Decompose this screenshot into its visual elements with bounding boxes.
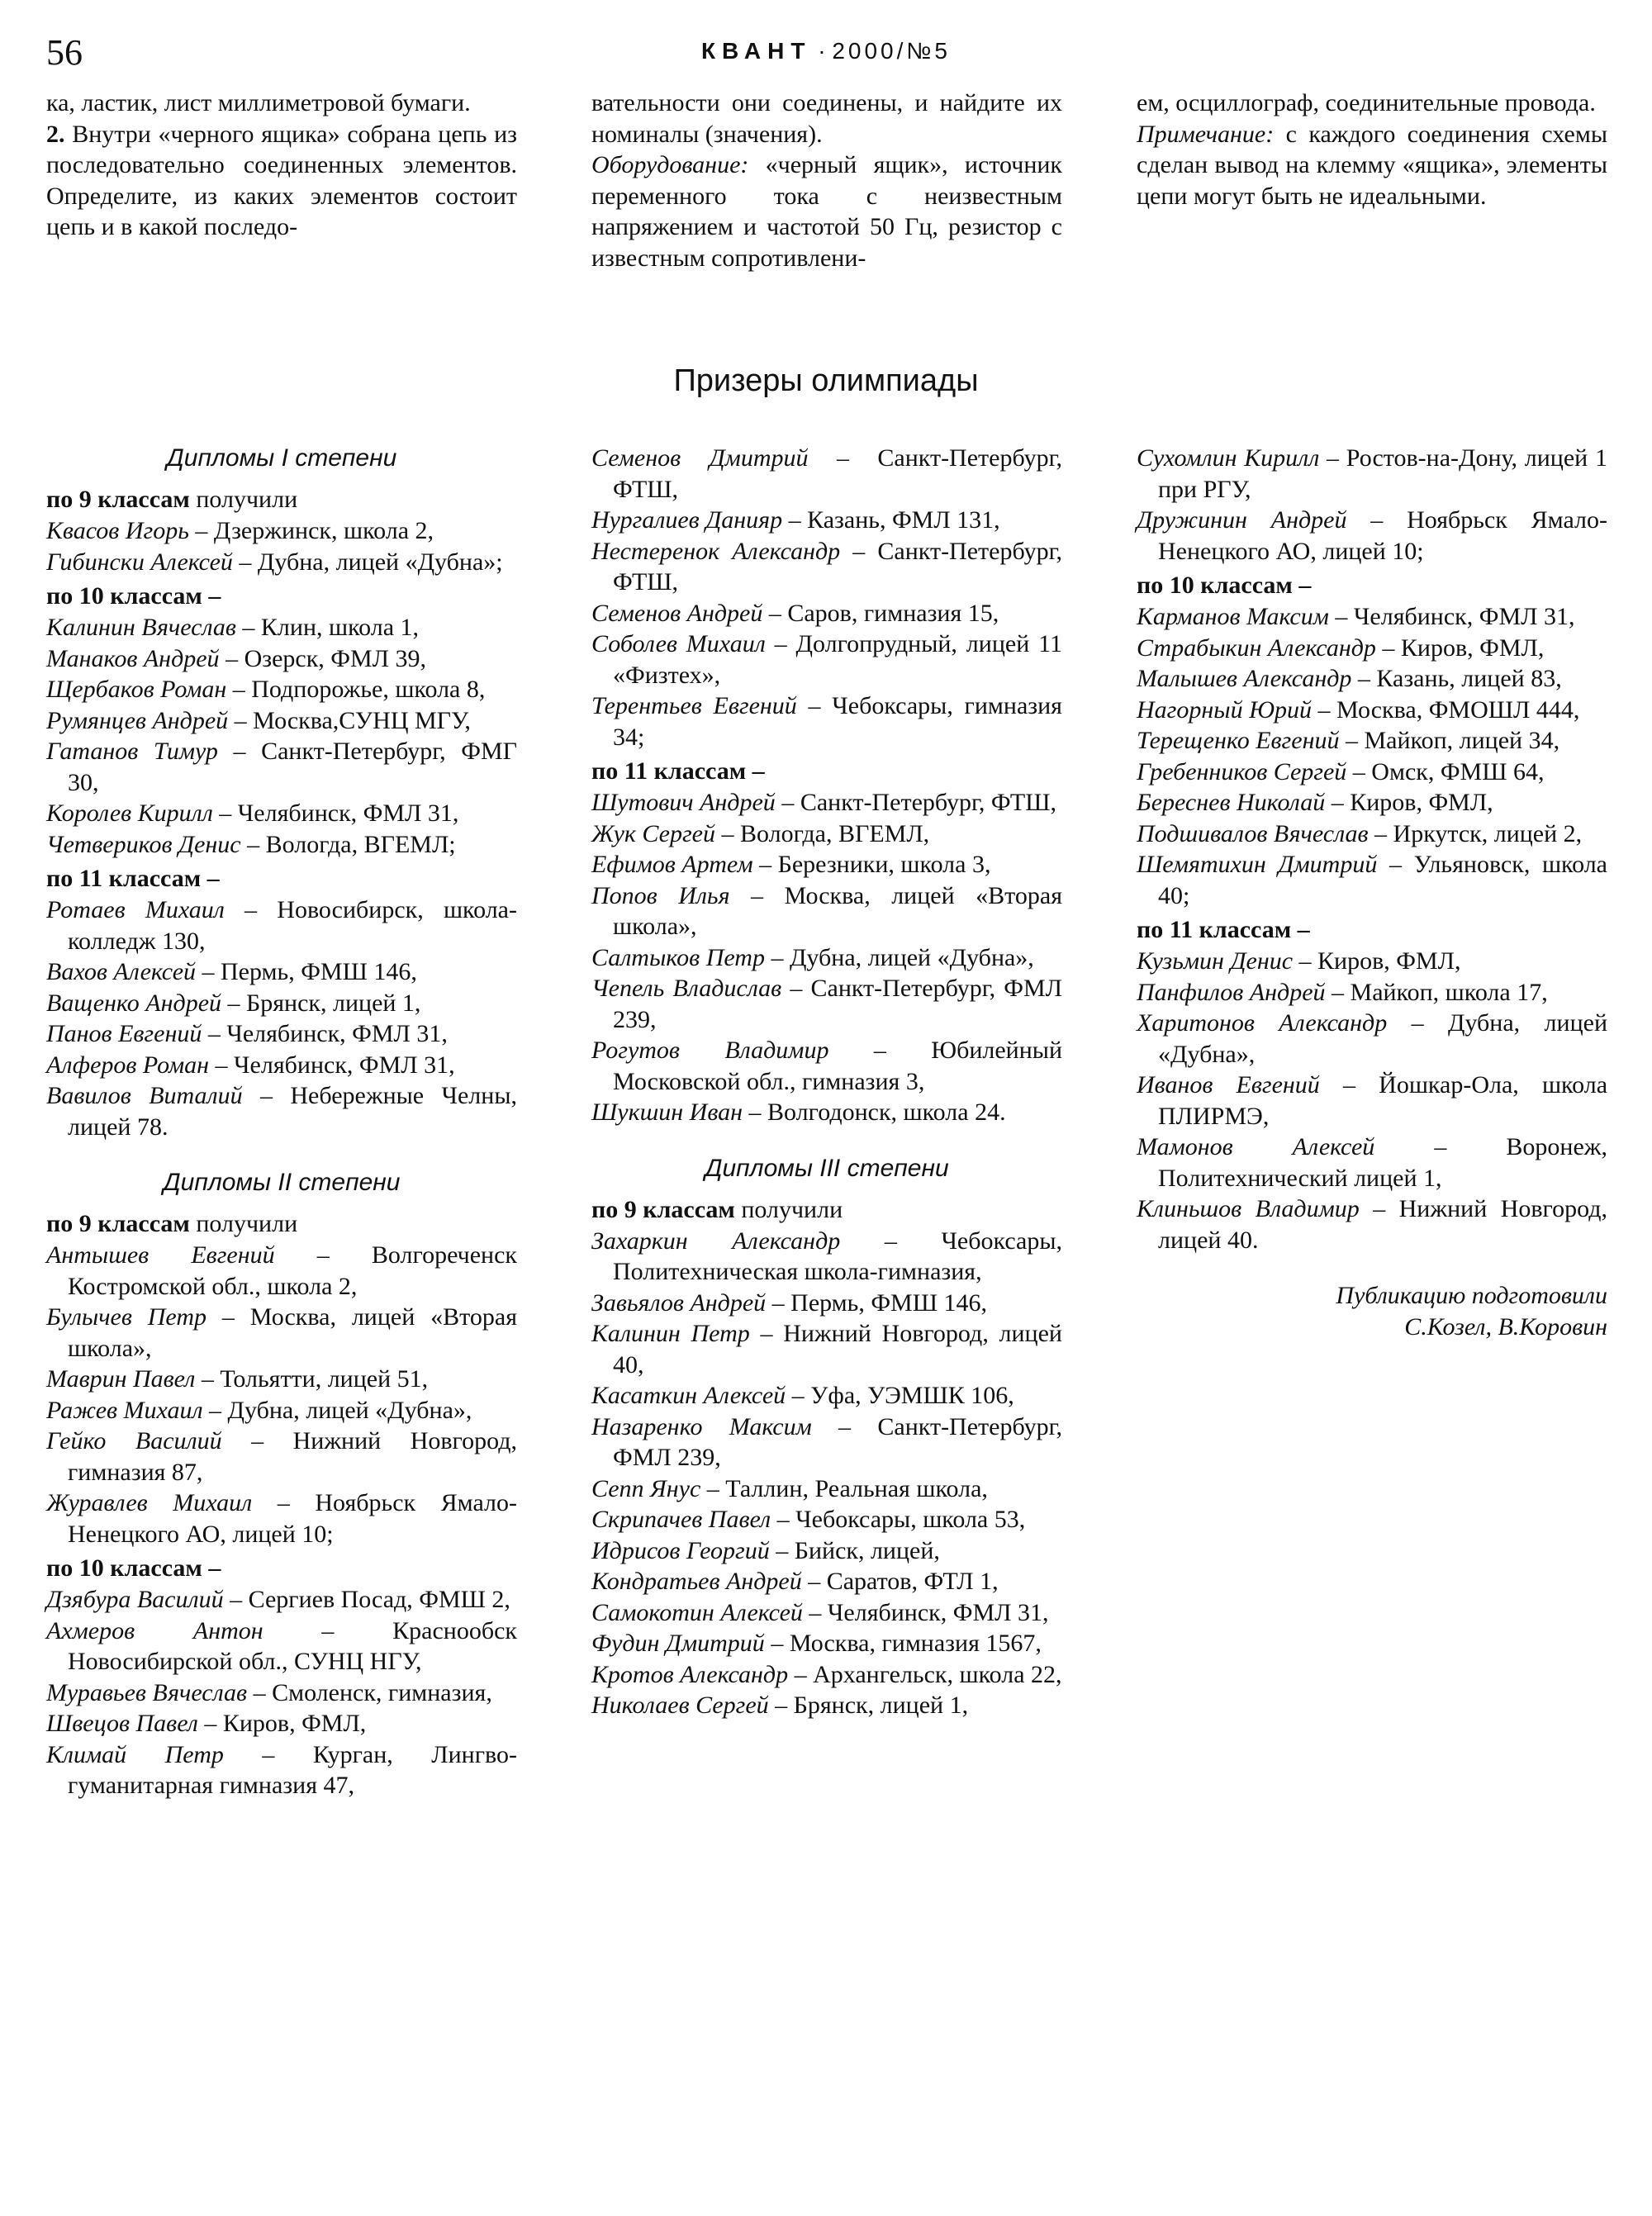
grade-label: по 11 классам – xyxy=(1137,916,1310,943)
winner-entry xyxy=(46,1080,517,1142)
winner-name: Жук Сергей xyxy=(591,819,715,847)
winner-details: – Чебоксары, гимназия 34; xyxy=(613,692,1062,751)
winner-name: Ващенко Андрей xyxy=(46,989,222,1017)
winner-name: Королев Кирилл xyxy=(46,800,213,827)
winner-entry xyxy=(591,443,1062,505)
journal-title xyxy=(46,38,1606,64)
winner-details: – Юбилейный Московской обл., гимназия 3, xyxy=(613,1037,1063,1095)
winner-entry xyxy=(591,505,1062,536)
winner-entry xyxy=(591,690,1062,752)
winner-name: Ражев Михаил xyxy=(46,1396,203,1424)
winner-name: Нургалиев Данияр xyxy=(591,506,783,534)
winner-name: Семенов Дмитрий xyxy=(591,444,809,472)
winner-entry xyxy=(46,894,517,956)
winner-details: – Киров, ФМЛ, xyxy=(197,1710,367,1737)
winner-entry xyxy=(591,598,1062,629)
note-label: Примечание: xyxy=(1137,120,1275,148)
winner-entry xyxy=(46,1616,517,1677)
winner-details: – Киров, ФМЛ, xyxy=(1293,947,1461,975)
task-paragraph: ем, осциллограф, соединительные провода. xyxy=(1137,89,1596,116)
task-column-2 xyxy=(591,88,1062,273)
winner-name: Семенов Андрей xyxy=(591,599,763,627)
winner-entry xyxy=(591,1597,1062,1629)
winner-name: Терентьев Евгений xyxy=(591,692,797,719)
winner-details: – Казань, лицей 83, xyxy=(1351,665,1562,692)
winner-name: Квасов Игорь xyxy=(46,517,189,544)
grade-label: по 10 классам – xyxy=(1137,572,1312,599)
diploma-heading: Дипломы III степени xyxy=(705,1154,949,1182)
winner-name: Касаткин Алексей xyxy=(591,1382,786,1409)
winner-entry xyxy=(591,629,1062,690)
winner-name: Вахов Алексей xyxy=(46,958,197,985)
winner-entry xyxy=(46,1364,517,1395)
grade-label: по 10 классам – xyxy=(46,582,221,610)
winner-details: – Челябинск, ФМЛ 31, xyxy=(209,1051,455,1079)
winner-entry xyxy=(46,1050,517,1081)
winner-details: – Санкт-Петербург, ФТШ, xyxy=(613,537,1063,596)
entry-list xyxy=(46,612,517,860)
winner-entry xyxy=(46,674,517,705)
winner-details: – Саратов, ФТЛ 1, xyxy=(801,1568,999,1595)
winner-name: Карманов Максим xyxy=(1137,603,1329,630)
section-title: Призеры олимпиады xyxy=(673,363,979,398)
entry-list xyxy=(46,515,517,577)
winner-details: – Нижний Новгород, лицей 40, xyxy=(613,1320,1062,1378)
winner-entry xyxy=(46,643,517,675)
winner-details: – Сергиев Посад, ФМШ 2, xyxy=(223,1586,510,1613)
winner-name: Нагорный Юрий xyxy=(1137,695,1313,724)
winner-name: Четвериков Денис xyxy=(46,830,241,858)
winner-name: Маврин Павел xyxy=(46,1365,196,1393)
journal-name: КВАНТ xyxy=(700,38,812,64)
winner-details: – Волгореченск Костромской обл., школа 2, xyxy=(68,1241,517,1300)
winner-details: – Ноябрьск Ямало-Ненецкого АО, лицей 10; xyxy=(1158,506,1607,565)
winner-name: Подшивалов Вячеслав xyxy=(1137,819,1369,847)
winner-entry xyxy=(46,1426,517,1488)
winner-details: – Дубна, лицей «Дубна», xyxy=(202,1396,472,1424)
winner-name: Малышев Александр xyxy=(1137,665,1352,692)
winner-name: Панфилов Андрей xyxy=(1137,978,1326,1006)
winner-entry xyxy=(591,1473,1062,1505)
winner-entry xyxy=(46,1302,517,1364)
winner-name: Завьялов Андрей xyxy=(591,1288,767,1317)
winner-entry xyxy=(46,798,517,829)
winner-name: Гибински Алексей xyxy=(46,548,233,576)
winner-details: – Краснообск Новосибирской обл., СУНЦ НГУ, xyxy=(68,1616,517,1675)
winner-name: Калинин Вячеслав xyxy=(46,614,236,641)
winner-name: Нестеренок Александр xyxy=(591,537,841,565)
running-head xyxy=(46,31,1606,81)
winner-entry xyxy=(591,819,1062,850)
winner-name: Климай Петр xyxy=(46,1740,224,1768)
winner-entry xyxy=(46,1240,517,1302)
credits-authors: С.Козел, В.Коровин xyxy=(1404,1312,1607,1341)
winner-entry xyxy=(591,787,1062,819)
winner-details: – Брянск, лицей 1, xyxy=(221,989,421,1017)
winner-name: Швецов Павел xyxy=(46,1710,198,1737)
winner-details: – Клин, школа 1, xyxy=(235,614,420,641)
winner-details: – Брянск, лицей 1, xyxy=(768,1692,969,1719)
winner-details: – Челябинск, ФМЛ 31, xyxy=(802,1598,1049,1626)
winner-entry xyxy=(591,1380,1062,1412)
winner-name: Ефимов Артем xyxy=(591,851,753,878)
winner-entry xyxy=(591,973,1062,1035)
winner-name: Чепель Владислав xyxy=(591,975,782,1002)
winner-details: – Майкоп, школа 17, xyxy=(1325,978,1548,1006)
grade-label: по 10 классам – xyxy=(46,1554,221,1582)
winner-entry xyxy=(46,956,517,988)
credits xyxy=(1137,1280,1607,1342)
winner-details: – Москва, гимназия 1567, xyxy=(764,1630,1042,1657)
winner-details: – Москва, лицей «Вторая школа», xyxy=(613,881,1062,940)
winner-details: – Чебоксары, Политехническая школа-гимназия, xyxy=(613,1227,1062,1285)
winner-details: – Челябинск, ФМЛ 31, xyxy=(202,1020,448,1047)
winner-details: – Майкоп, лицей 34, xyxy=(1339,727,1560,754)
entry-list xyxy=(591,443,1062,752)
winner-entry xyxy=(46,515,517,547)
winner-details: – Озерск, ФМЛ 39, xyxy=(219,644,427,672)
winner-name: Идрисов Георгий xyxy=(591,1536,770,1564)
winner-name: Гейко Василий xyxy=(46,1427,222,1454)
winner-entry xyxy=(1137,946,1607,977)
winner-entry xyxy=(1137,1193,1607,1255)
winner-entry xyxy=(1137,1070,1607,1132)
entry-list xyxy=(1137,946,1607,1255)
winner-entry xyxy=(46,1395,517,1426)
winner-entry xyxy=(1137,977,1607,1008)
task-paragraph xyxy=(46,119,517,243)
winner-name: Шемятихин Дмитрий xyxy=(1137,851,1378,878)
grade-label: по 11 классам – xyxy=(591,757,765,785)
winner-details: – Саров, гимназия 15, xyxy=(762,599,999,627)
winner-entry xyxy=(591,942,1062,974)
winner-entry xyxy=(46,1018,517,1050)
winner-name: Попов Илья xyxy=(591,881,730,909)
winner-details: – Ульяновск, школа 40; xyxy=(1158,851,1607,909)
winner-entry xyxy=(591,849,1062,880)
winner-name: Шутович Андрей xyxy=(591,789,776,816)
winner-entry xyxy=(46,1488,517,1549)
winner-details: – Челябинск, ФМЛ 31, xyxy=(212,800,459,827)
winner-entry xyxy=(591,880,1062,942)
winner-entry xyxy=(1137,695,1607,726)
winner-details: – Ноябрьск Ямало-Ненецкого АО, лицей 10; xyxy=(68,1489,517,1548)
task-column-3 xyxy=(1137,88,1607,273)
entry-list xyxy=(46,1584,517,1801)
winner-details: – Бийск, лицей, xyxy=(769,1536,940,1564)
winner-details: – Волгодонск, школа 24. xyxy=(743,1099,1006,1126)
credits-line: Публикацию подготовили xyxy=(1336,1282,1607,1309)
journal-separator: · xyxy=(818,38,826,64)
winner-details: – Небережные Челны, лицей 78. xyxy=(68,1082,517,1141)
winner-name: Харитонов Александр xyxy=(1137,1009,1388,1037)
winner-name: Гребенников Сергей xyxy=(1137,757,1347,785)
winner-name: Ротаев Михаил xyxy=(46,896,225,923)
winner-details: – Тольятти, лицей 51, xyxy=(195,1365,429,1393)
winner-entry xyxy=(46,1584,517,1616)
winners-column-3 xyxy=(1137,443,1607,1801)
winner-name: Захаркин Александр xyxy=(591,1227,841,1255)
winner-entry xyxy=(591,1504,1062,1535)
winner-name: Мамонов Алексей xyxy=(1137,1133,1375,1160)
winner-entry xyxy=(591,1226,1062,1288)
winner-name: Гатанов Тимур xyxy=(46,738,218,765)
winner-name: Калинин Петр xyxy=(591,1320,750,1347)
winner-entry xyxy=(1137,601,1607,633)
winner-name: Манаков Андрей xyxy=(46,644,220,672)
diploma-heading: Дипломы I степени xyxy=(166,444,397,472)
winner-details: – Омск, ФМШ 64, xyxy=(1346,757,1545,785)
winner-entry xyxy=(46,1708,517,1739)
task-column-1 xyxy=(46,88,517,273)
winner-entry xyxy=(46,547,517,578)
journal-issue: 2000/№5 xyxy=(832,38,952,64)
winner-details: – Санкт-Петербург, ФМЛ 239, xyxy=(613,1412,1063,1471)
winner-details: – Москва, лицей «Вторая школа», xyxy=(68,1303,517,1362)
winner-name: Терещенко Евгений xyxy=(1137,727,1340,754)
winner-entry xyxy=(46,705,517,737)
entry-list xyxy=(46,1240,517,1549)
winner-entry xyxy=(1137,725,1607,757)
winner-name: Булычев Петр xyxy=(46,1303,207,1331)
winner-entry xyxy=(1137,443,1607,505)
winner-entry xyxy=(46,1739,517,1801)
entry-list xyxy=(591,787,1062,1128)
winners-list xyxy=(46,443,1607,1801)
winners-column-1 xyxy=(46,443,517,1801)
winner-entry xyxy=(591,1288,1062,1319)
task-paragraph xyxy=(1137,119,1607,212)
winner-details: – Курган, Лингво-гуманитарная гимназия 47, xyxy=(68,1740,517,1799)
winner-details: – Москва, ФМОШЛ 444, xyxy=(1312,695,1580,724)
winner-name: Клиньшов Владимир xyxy=(1137,1195,1360,1222)
winner-details: – Москва,СУНЦ МГУ, xyxy=(228,706,471,734)
winner-details: – Санкт-Петербург, ФМЛ 239, xyxy=(613,975,1062,1033)
winner-details: – Киров, ФМЛ, xyxy=(1325,789,1493,816)
winner-details: – Дубна, лицей «Дубна», xyxy=(1158,1009,1607,1068)
task-number: 2. xyxy=(46,120,65,148)
winner-entry xyxy=(46,829,517,861)
entry-list xyxy=(46,894,517,1142)
grade-label: по 9 классам получили xyxy=(46,486,298,513)
winner-details: – Дубна, лицей «Дубна»; xyxy=(232,548,503,576)
winner-name: Сухомлин Кирилл xyxy=(1137,444,1320,472)
winner-name: Рогутов Владимир xyxy=(591,1037,829,1064)
equipment-label: Оборудование: xyxy=(591,151,749,178)
winner-entry xyxy=(591,1535,1062,1567)
winner-name: Кондратьев Андрей xyxy=(591,1568,802,1595)
winner-entry xyxy=(46,1677,517,1709)
winner-name: Муравьев Вячеслав xyxy=(46,1678,248,1706)
winner-entry xyxy=(591,1035,1062,1097)
winner-entry xyxy=(46,736,517,798)
task-paragraph: ка, ластик, лист миллиметровой бумаги. xyxy=(46,89,471,116)
winner-details: – Киров, ФМЛ, xyxy=(1375,633,1545,662)
winner-name: Сепп Янус xyxy=(591,1474,701,1502)
winner-entry xyxy=(591,1412,1062,1473)
winner-details: – Ростов-на-Дону, лицей 1 при РГУ, xyxy=(1158,444,1607,503)
winner-details: – Смоленск, гимназия, xyxy=(247,1678,492,1706)
winner-entry xyxy=(1137,663,1607,695)
winner-entry xyxy=(1137,633,1607,664)
winner-details: – Челябинск, ФМЛ 31, xyxy=(1328,603,1575,630)
winner-name: Дзябура Василий xyxy=(46,1586,224,1613)
winner-details: – Санкт-Петербург, ФТШ, xyxy=(613,444,1063,503)
winner-name: Дружинин Андрей xyxy=(1137,506,1347,534)
winner-name: Панов Евгений xyxy=(46,1020,202,1047)
winner-name: Береснев Николай xyxy=(1137,789,1326,816)
diploma-heading: Дипломы II степени xyxy=(163,1169,401,1196)
winner-entry xyxy=(591,536,1062,598)
winner-details: – Вологда, ВГЕМЛ, xyxy=(715,819,930,847)
winner-name: Страбыкин Александр xyxy=(1137,633,1376,662)
winner-details: – Нижний Новгород, лицей 40. xyxy=(1158,1195,1607,1254)
winner-entry xyxy=(1137,505,1607,567)
winner-entry xyxy=(46,612,517,643)
winner-details: – Пермь, ФМШ 146, xyxy=(766,1288,987,1317)
winner-details: – Дубна, лицей «Дубна», xyxy=(764,943,1034,971)
winners-column-2 xyxy=(591,443,1062,1801)
winner-details: – Казань, ФМЛ 131, xyxy=(782,506,1000,534)
winner-entry xyxy=(1137,757,1607,788)
page-number: 56 xyxy=(46,32,83,73)
winner-name: Кротов Александр xyxy=(591,1660,789,1688)
entry-list xyxy=(1137,443,1607,567)
task-text xyxy=(46,88,1607,273)
winner-details: – Нижний Новгород, гимназия 87, xyxy=(68,1427,517,1486)
winner-name: Салтыков Петр xyxy=(591,943,765,971)
winner-name: Николаев Сергей xyxy=(591,1692,769,1719)
winner-name: Алферов Роман xyxy=(46,1051,210,1079)
winner-name: Соболев Михаил xyxy=(591,630,766,657)
winner-entry xyxy=(1137,1132,1607,1193)
winner-name: Румянцев Андрей xyxy=(46,706,229,734)
task-paragraph xyxy=(591,149,1062,273)
task-text-fragment: Внутри «черного ящика» собрана цепь из последовательно соединенных элементов. Определите, из каких элементов состоит цепь и в какой последо- xyxy=(46,120,517,240)
winner-details: – Дзержинск, школа 2, xyxy=(188,517,434,544)
winner-name: Ахмеров Антон xyxy=(46,1616,263,1644)
winner-details: – Березники, школа 3, xyxy=(752,851,991,878)
grade-label: по 9 классам получили xyxy=(46,1210,298,1237)
winner-details: – Подпорожье, школа 8, xyxy=(226,676,486,703)
winner-details: – Санкт-Петербург, ФТШ, xyxy=(775,789,1056,816)
winner-entry xyxy=(591,1659,1062,1691)
winner-entry xyxy=(591,1566,1062,1597)
grade-label: по 9 классам получили xyxy=(591,1195,843,1223)
winner-name: Иванов Евгений xyxy=(1137,1071,1320,1099)
entry-list xyxy=(1137,601,1607,911)
winner-entry xyxy=(46,988,517,1019)
winner-name: Фудин Дмитрий xyxy=(591,1630,765,1657)
winner-name: Журавлев Михаил xyxy=(46,1489,253,1516)
winner-name: Самокотин Алексей xyxy=(591,1598,803,1626)
winner-name: Вавилов Виталий xyxy=(46,1082,243,1109)
winner-details: – Чебоксары, школа 53, xyxy=(771,1506,1026,1533)
winner-name: Назаренко Максим xyxy=(591,1412,812,1440)
winner-details: – Таллин, Реальная школа, xyxy=(700,1474,988,1502)
winner-entry xyxy=(591,1690,1062,1721)
task-paragraph: вательности они соединены, и найдите их номиналы (значения). xyxy=(591,89,1062,148)
winner-entry xyxy=(591,1318,1062,1380)
winner-name: Антышев Евгений xyxy=(46,1241,275,1269)
winner-entry xyxy=(1137,849,1607,911)
winner-details: – Вологда, ВГЕМЛ; xyxy=(240,830,456,858)
winner-name: Скрипачев Павел xyxy=(591,1506,771,1533)
winner-details: – Архангельск, школа 22, xyxy=(788,1660,1062,1688)
winner-details: – Пермь, ФМШ 146, xyxy=(196,958,417,985)
winner-details: – Иркутск, лицей 2, xyxy=(1368,819,1583,847)
winner-name: Кузьмин Денис xyxy=(1137,947,1294,975)
winner-name: Шукшин Иван xyxy=(591,1099,743,1126)
grade-label: по 11 классам – xyxy=(46,865,220,892)
task-text-fragment: «черный ящик», источник переменного тока с неизвестным напряжением и частотой 50 Гц, резистор с известным сопротивлени- xyxy=(591,151,1062,272)
winner-details: – Воронеж, Политехнический лицей 1, xyxy=(1158,1133,1608,1192)
winner-details: – Долгопрудный, лицей 11 «Физтех», xyxy=(613,630,1063,689)
winner-entry xyxy=(591,1097,1062,1128)
winner-details: – Йошкар-Ола, школа ПЛИРМЭ, xyxy=(1158,1071,1608,1130)
task-text-fragment: с каждого соединения схемы сделан вывод на клемму «ящика», элементы цепи могут быть не идеальными. xyxy=(1137,120,1607,210)
winner-entry xyxy=(1137,819,1607,850)
winner-details: – Санкт-Петербург, ФМГ 30, xyxy=(68,738,517,796)
winner-details: – Уфа, УЭМШК 106, xyxy=(786,1382,1014,1409)
winner-name: Щербаков Роман xyxy=(46,676,227,703)
winner-entry xyxy=(1137,1008,1607,1070)
winner-entry xyxy=(1137,787,1607,819)
winner-entry xyxy=(591,1628,1062,1659)
winner-details: – Новосибирск, школа-колледж 130, xyxy=(68,896,517,955)
entry-list xyxy=(591,1226,1062,1721)
